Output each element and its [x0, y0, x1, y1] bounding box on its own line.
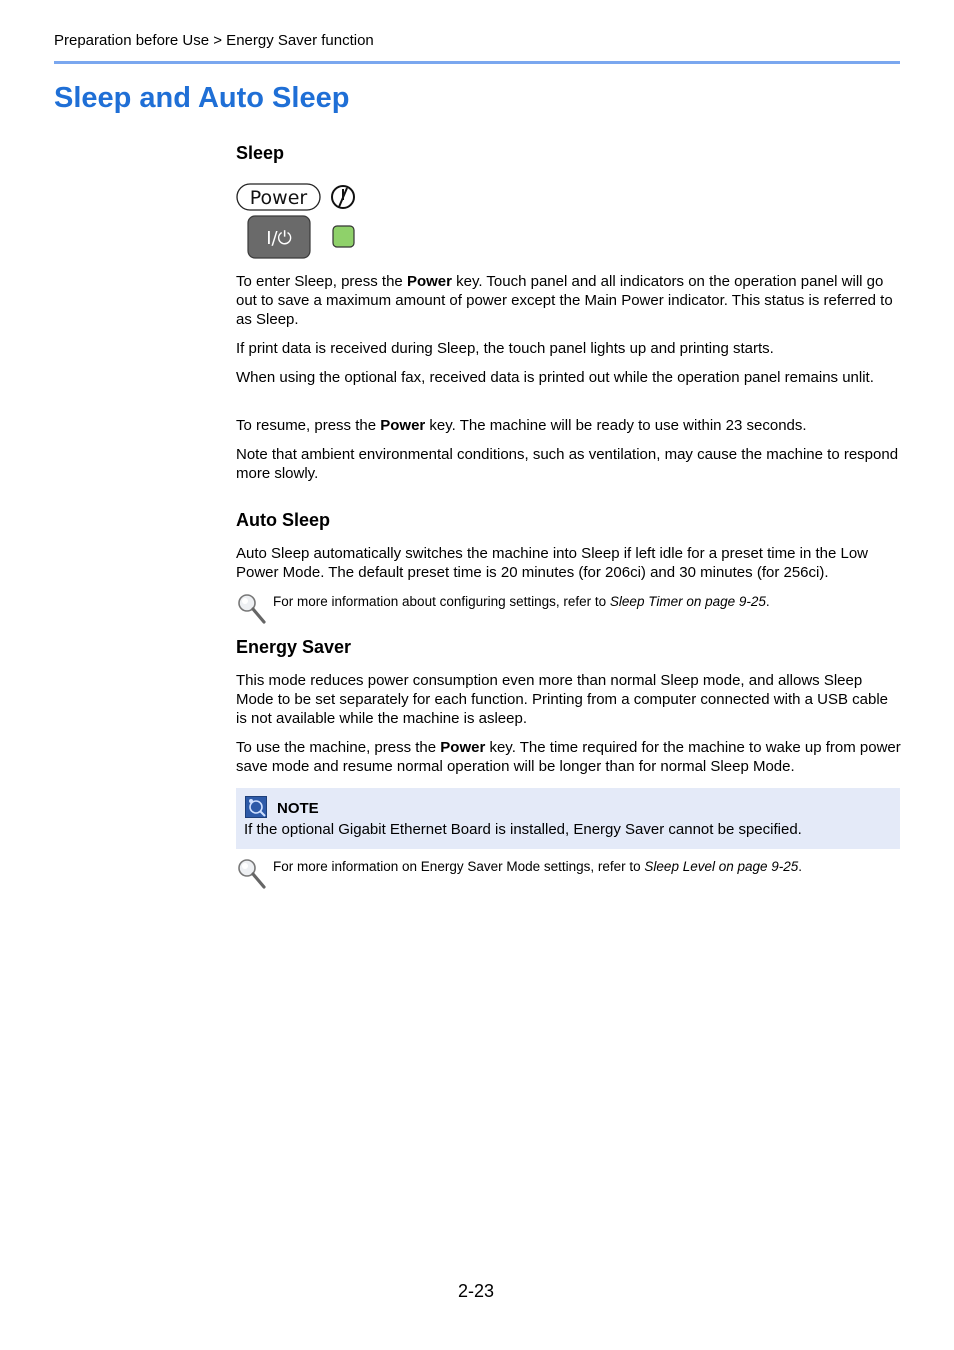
breadcrumb: Preparation before Use > Energy Saver function: [54, 32, 374, 49]
auto-sleep-paragraph: Auto Sleep automatically switches the machine into Sleep if left idle for a preset time in the Low Power Mode. The default preset time is 20 minutes (for 206ci) and 30 minutes (for 256ci).: [236, 545, 868, 581]
auto-sleep-tip-text: For more information about configuring settings, refer to Sleep Timer on page 9-25.: [273, 594, 770, 609]
energy-saver-paragraph-1: This mode reduces power consumption even more than normal Sleep mode, and allows Sleep Mode to be set separately for each function. Printing from a computer connected with a USB cable is not available while the machine is asleep.: [236, 672, 889, 727]
sleep-paragraph-2: If print data is received during Sleep, the touch panel lights up and printing starts.: [236, 340, 774, 357]
energy-saver-tip-text: For more information on Energy Saver Mode settings, refer to Sleep Level on page 9-25.: [273, 859, 803, 874]
note-title: NOTE: [277, 800, 319, 817]
auto-sleep-reference-tip: [236, 593, 902, 627]
note-text: If the optional Gigabit Ethernet Board is installed, Energy Saver cannot be specified.: [244, 821, 802, 838]
energy-saver-paragraph-2: To use the machine, press the Power key. The time required for the machine to wake up from power save mode and resume normal operation will be longer than for normal Sleep Mode.: [236, 739, 901, 775]
magnifier-icon: [236, 856, 268, 890]
magnifier-icon: [236, 591, 268, 625]
sleep-paragraph-1: To enter Sleep, press the Power key. Touch panel and all indicators on the operation panel will go out to save a maximum amount of power except the Main Power indicator. This status is referred to as Sleep.: [236, 273, 893, 328]
energy-saver-reference-tip: [236, 858, 902, 892]
note-box: [236, 788, 900, 849]
sleep-paragraph-5: Note that ambient environmental conditions, such as ventilation, may cause the machine to respond more slowly.: [236, 446, 899, 482]
sleep-timer-reference-link[interactable]: Sleep Timer on page 9-25: [609, 594, 766, 609]
header-rule: [54, 61, 900, 64]
page-number: 2-23: [458, 1281, 495, 1301]
power-key-illustration: [236, 181, 366, 261]
power-label: Power: [249, 187, 308, 209]
sleep-heading: Sleep: [236, 143, 285, 163]
main-power-indicator: [333, 226, 354, 247]
sleep-level-reference-link[interactable]: Sleep Level on page 9-25: [644, 859, 799, 874]
note-icon: [245, 796, 267, 818]
power-key-button: [248, 216, 310, 258]
power-key-label: I/⏻: [266, 228, 292, 249]
power-symbol-icon: [332, 186, 354, 208]
energy-saver-heading: Energy Saver: [236, 637, 352, 657]
sleep-paragraph-4: To resume, press the Power key. The machine will be ready to use within 23 seconds.: [236, 417, 807, 434]
auto-sleep-heading: Auto Sleep: [236, 510, 331, 530]
sleep-paragraph-3: When using the optional fax, received data is printed out while the operation panel remains unlit.: [236, 369, 874, 386]
page-title: Sleep and Auto Sleep: [54, 82, 350, 114]
